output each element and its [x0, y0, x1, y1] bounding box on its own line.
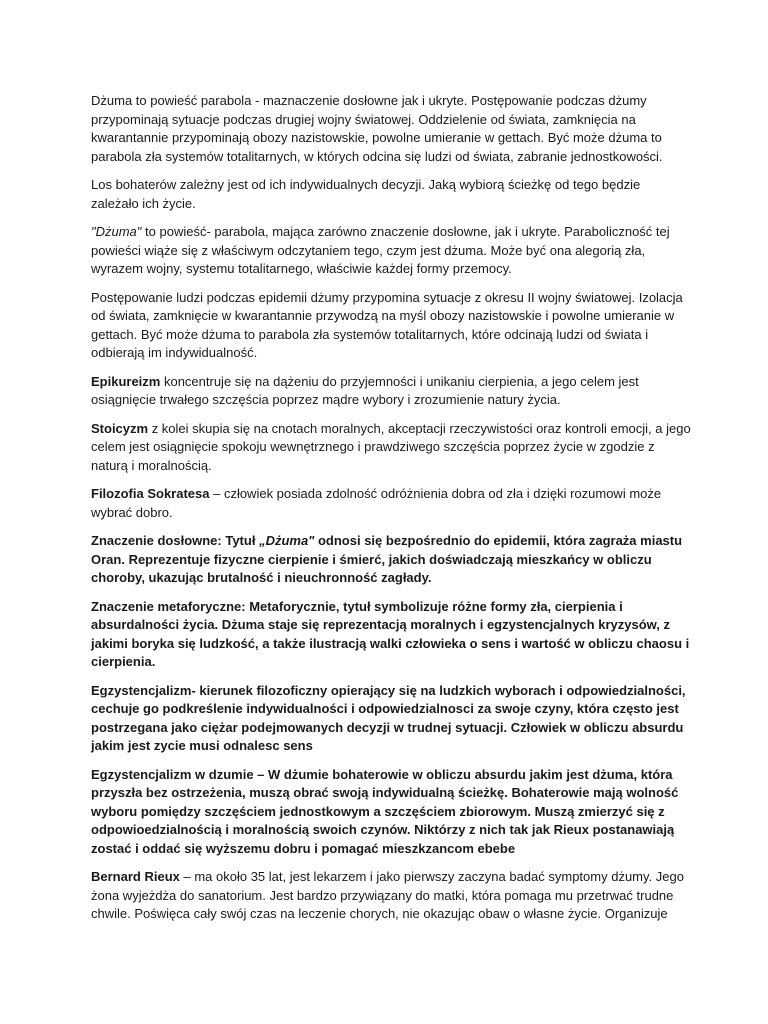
term-epicureanism: Epikureizm	[91, 373, 161, 389]
document-page	[91, 92, 691, 934]
paragraph-bernard-rieux	[91, 868, 691, 924]
paragraph-literal-meaning	[91, 532, 691, 588]
paragraph-intro: Dżuma to powieść parabola - maznaczenie dosłowne jak i ukryte. Postępowanie podczas dżumy przypominają sytuacje podczas drugiej wojny światowej. Oddzielenie od świata, zamknięcia na kwarantannie przypominają obozy nazistowskie, powolne umieranie w gettach. Być może dżuma to parabola zła systemów totalitarnych, w których odcina się ludzi od świata, zabranie jednostkowości.	[91, 93, 663, 164]
literal-meaning-title: „Dżuma"	[259, 533, 315, 548]
paragraph-existentialism: Egzystencjalizm- kierunek filozoficzny opierający się na ludzkich wyborach i odpowiedzialności, cechuje go podkreślenie indywidualności i odpowiedzialnosci za swoje czyny, która często jest postrzegana jako ciężar podejmowanych decyzji w trudnej sytuacji. Człowiek w obliczu absurdu jakim jest zycie musi odnalesc sens	[91, 682, 686, 753]
paragraph-metaphorical-meaning: Znaczenie metaforyczne: Metaforycznie, tytuł symbolizuje różne formy zła, cierpienia i absurdalności życia. Dżuma staje się reprezentacją moralnych i egzystencjalnych kryzysów, z jakimi boryka się ludzkość, a także ilustracją walki człowieka o sens i wartość w obliczu chaosu i cierpienia.	[91, 598, 690, 669]
term-stoicism: Stoicyzm	[91, 420, 149, 436]
paragraph-epicureanism	[91, 373, 691, 410]
paragraph-parabola	[91, 223, 691, 279]
literal-meaning-text: odnosi się bezpośrednio do epidemii, która zagraża miastu Oran. Reprezentuje fizyczne cierpienie i śmierć, jakich doświadczają mieszkańcy w obliczu choroby, ukazując brutalność i nieuchronność zagłady.	[91, 533, 683, 585]
paragraph-heroes-fate: Los bohaterów zależny jest od ich indywidualnych decyzji. Jaką wybiorą ścieżkę od tego będzie zależało ich życie.	[91, 177, 641, 211]
definition-socrates: – człowiek posiada zdolność odróżnienia dobra od zła i dzięki rozumowi może wybrać dobro.	[91, 486, 662, 520]
paragraph-stoicism	[91, 420, 691, 476]
literal-meaning-lead: Znaczenie dosłowne: Tytuł	[91, 533, 260, 548]
book-title: "Dżuma"	[91, 224, 142, 239]
definition-stoicism: z kolei skupia się na cnotach moralnych, akceptacji rzeczywistości oraz kontroli emocji, a jego celem jest osiągnięcie spokoju wewnętrznego i prawdziwego szczęścia poprzez życie w zgodzie z naturą i moralnością.	[91, 420, 691, 473]
description-bernard-rieux: – ma około 35 lat, jest lekarzem i jako pierwszy zaczyna badać symptomy dżumy. Jego żona wyjeżdża do sanatorium. Jest bardzo przywiązany do matki, która pomaga mu przetrwać trudne chwile. Poświęca cały swój czas na leczenie chorych, nie okazując obaw o własne życie. Organizuje	[91, 869, 684, 921]
paragraph-socrates	[91, 485, 691, 522]
paragraph-parabola-text: to powieść- parabola, mająca zarówno znaczenie dosłowne, jak i ukryte. Paraboliczność tej powieści wiąże się z właściwym odczytaniem tego, czym jest dżuma. Może być ona alegorią zła, wyrazem wojny, systemu totalitarnego, właściwie każdej formy przemocy.	[91, 224, 670, 276]
paragraph-war-analogy: Postępowanie ludzi podczas epidemii dżumy przypomina sytuacje z okresu II wojny światowej. Izolacja od świata, zamknięcie w kwarantannie przywodzą na myśl obozy nazistowskie i powolne umieranie w gettach. Być może dżuma to parabola zła systemów totalitarnych, które odcinają ludzi od świata i odbierają im indywidualność.	[91, 289, 683, 360]
term-bernard-rieux: Bernard Rieux	[91, 869, 180, 884]
definition-epicureanism: koncentruje się na dążeniu do przyjemności i unikaniu cierpienia, a jego celem jest osiągnięcie trwałego szczęścia poprzez mądre wybory i zrozumienie natury życia.	[91, 373, 639, 407]
term-socrates: Filozofia Sokratesa	[91, 486, 210, 501]
paragraph-existentialism-in-plague: Egzystencjalizm w dzumie – W dżumie bohaterowie w obliczu absurdu jakim jest dżuma, która przyszła bez ostrzeżenia, muszą obrać swoją indywidualną ścieżkę. Bohaterowie mają wolność wyboru pomiędzy szczęściem jednostkowym a szczęściem zbiorowym. Muszą zmierzyć się z odpowioedzialnością i moralnością swoich czynów. Niktórzy z nich tak jak Rieux postanawiają zostać i oddać się wyższemu dobru i pomagać mieszkzancom ebebe	[91, 766, 679, 856]
